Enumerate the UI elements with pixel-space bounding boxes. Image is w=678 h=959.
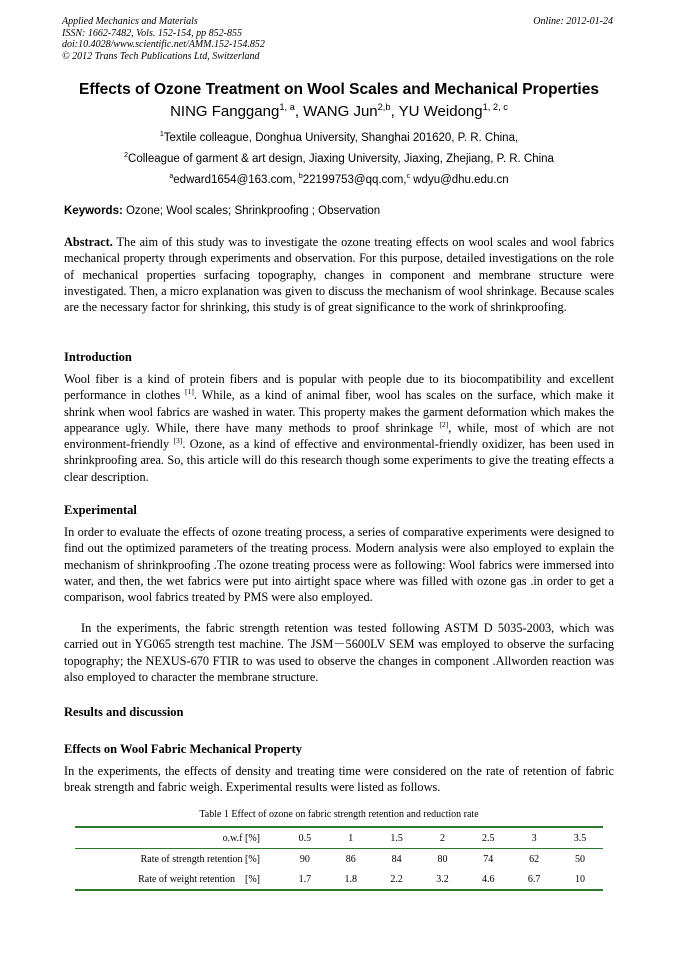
row-label: Rate of weight retention [%] [138, 873, 260, 885]
experimental-paragraph-2: In the experiments, the fabric strength retention was tested following ASTM D 5035-2003, which was carried out in YG065 strength test machine. The JSM－5600LV SEM was employed to observe the surfacing topography; the NEXUS-670 FTIR to was used to observe the changes in component .Allworden reaction was also employed to character the membrane structure. [64, 621, 614, 684]
header-cell: 1 [328, 827, 374, 849]
table-cell: 1.8 [344, 873, 358, 885]
author-name: NING Fanggang [170, 103, 280, 120]
email-text: wdyu@dhu.edu.cn [410, 174, 509, 186]
author-sup: 1, a [279, 102, 295, 112]
table-row [75, 849, 603, 870]
journal-metadata [62, 16, 265, 62]
affiliation-2 [0, 152, 678, 166]
table-cell: 90 [299, 853, 310, 865]
table-cell: 10 [575, 873, 586, 885]
reference-2: [2] [439, 419, 449, 429]
introduction-paragraph [64, 371, 614, 485]
table-cell: 50 [575, 853, 586, 865]
table-cell: 84 [391, 853, 402, 865]
row-label: Rate of strength retention [%] [140, 853, 260, 865]
author-name: WANG Jun [303, 103, 378, 120]
table-cell: 1.7 [298, 873, 312, 885]
table-cell: 62 [529, 853, 540, 865]
results-heading: Results and discussion [64, 705, 184, 719]
introduction-heading: Introduction [64, 350, 132, 364]
header-cell: 3.5 [557, 827, 603, 849]
keywords-label: Keywords: [64, 205, 123, 217]
reference-1: [1] [185, 387, 194, 397]
intro-text: , while, most of which are not environment-friendly [64, 420, 614, 452]
email-text: edward1654@163.com, [173, 174, 299, 186]
doi-line: doi:10.4028/www.scientific.net/AMM.152-154.852 [62, 39, 265, 50]
table-row [75, 869, 603, 890]
header-cell: 1.5 [374, 827, 420, 849]
results-subheading: Effects on Wool Fabric Mechanical Property [64, 742, 303, 756]
table-cell: 4.6 [482, 873, 495, 885]
abstract-label: Abstract. [64, 235, 113, 249]
keywords-text: Ozone; Wool scales; Shrinkproofing ; Observation [122, 205, 381, 217]
header-cell: 2.5 [465, 827, 511, 849]
keywords [64, 204, 380, 218]
intro-text: . While, as a kind of animal fiber, wool has scales on the surface, which make it shrink when wool fabrics are washed in water. This property makes the garment deformation which makes the appearance ugly. While, there have many methods to proof shrinkage [64, 388, 614, 435]
affiliation-text: Textile colleague, Donghua University, Shanghai 201620, P. R. China, [163, 132, 519, 144]
email-sup: a [169, 172, 174, 181]
table-cell: 6.7 [527, 873, 541, 885]
author-list: NING Fanggang$^{1, a}$, WANG Jun$^{2,b}$, YU Weidong$^{1, 2, c}$ [170, 102, 508, 120]
email-sup: c [406, 172, 411, 181]
header-label: o.w.f [%] [75, 827, 282, 849]
online-date: Online: 2012-01-24 [533, 16, 613, 27]
table-cell: 74 [483, 853, 494, 865]
header-cell: 2 [420, 827, 466, 849]
experimental-heading: Experimental [64, 503, 137, 517]
reference-3: [3] [173, 436, 183, 446]
issn-line: ISSN: 1662-7482, Vols. 152-154, pp 852-855 [62, 27, 242, 39]
table-header-row [75, 827, 603, 849]
author-sup: 2,b [377, 102, 391, 112]
author-sup: 1, 2, c [482, 102, 508, 112]
copyright-line: © 2012 Trans Tech Publications Ltd, Switzerland [62, 50, 260, 62]
header-cell: 3 [511, 827, 557, 849]
affiliation-text: Colleague of garment & art design, Jiaxing University, Jiaxing, Zhejiang, P. R. China [128, 153, 554, 165]
paper-title: Effects of Ozone Treatment on Wool Scales and Mechanical Properties [79, 81, 599, 98]
data-table [75, 826, 603, 891]
journal-name: Applied Mechanics and Materials [62, 16, 198, 27]
email-sup: b [298, 172, 303, 181]
table-cell: 86 [345, 853, 356, 865]
results-paragraph: In the experiments, the effects of density and treating time were considered on the rate of retention of fabric break strength and fabric weigh. Experimental results were listed as follows. [64, 764, 614, 795]
email-line [0, 173, 678, 187]
header-cell: 0.5 [282, 827, 328, 849]
table-caption: Table 1 Effect of ozone on fabric strength retention and reduction rate [199, 809, 479, 820]
author-name: YU Weidong [398, 103, 483, 120]
email-text: 22199753@qq.com, [302, 174, 407, 186]
table-cell: 2.2 [390, 873, 403, 885]
affiliation-sup: 2 [124, 151, 129, 160]
table-cell: 80 [437, 853, 448, 865]
affiliation-1 [0, 131, 678, 145]
table-cell: 3.2 [436, 873, 449, 885]
abstract [64, 234, 614, 315]
intro-text: Wool fiber is a kind of protein fibers and is popular with people due to its biocompatibility and excellent performance in clothes [64, 372, 614, 403]
experimental-paragraph-1: In order to evaluate the effects of ozone treating process, a series of comparative experiments were designed to find out the optimized parameters of the treating process. Modern analysis were also employed to explain the mechanism of shrinkproofing .The ozone treating process were as following: Wool fabrics were immersed into water, and then, the wet fabrics were put into airtight space where was filled with ozone gas .in order to get a comparison, wool fabrics treated by PMS were also employed. [64, 525, 614, 605]
intro-text: . Ozone, as a kind of effective and environmental-friendly oxidizer, has been used in shrinkproofing area. So, this article will do this research though some experiments to give the treating effects a clear description. [64, 437, 614, 484]
abstract-text: The aim of this study was to investigate the ozone treating effects on wool scales and wool fabrics mechanical property through experiments and observation. For this purpose, detailed investigations on the role of mechanical properties surfacing topography, changes in component and membrane structure were investigated. Then, a micro explanation was given to discuss the mechanism of wool shrinkage. Because scales are the necessary factor for shrinking, this study is of great significance to the work of shrinkproofing. [64, 235, 614, 315]
affiliation-sup: 1 [159, 130, 164, 139]
